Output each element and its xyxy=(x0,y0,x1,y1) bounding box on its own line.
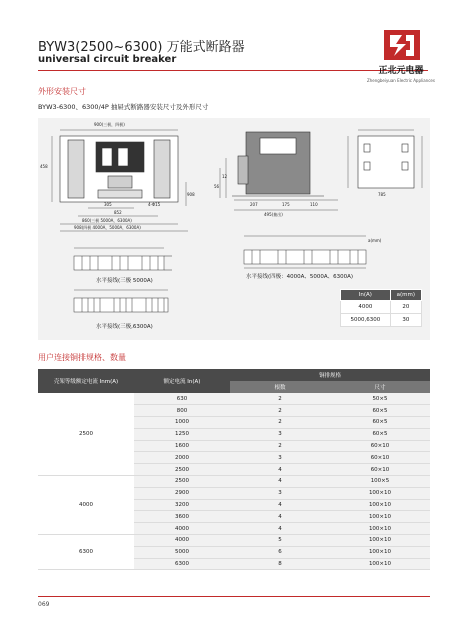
spec-count-cell: 4 xyxy=(230,476,330,488)
spec-inm-cell: 6300 xyxy=(38,535,134,570)
spec-in-cell: 2500 xyxy=(134,464,230,476)
spec-count-cell: 2 xyxy=(230,393,330,405)
table-row xyxy=(38,476,430,488)
spec-in-cell: 2500 xyxy=(134,476,230,488)
current-spacing-header-a: a(mm) xyxy=(390,290,421,301)
side-dim-207: 207 xyxy=(250,202,258,207)
current-spacing-a: 30 xyxy=(390,314,421,327)
copper-spec-table xyxy=(38,369,430,570)
spec-in-cell: 2000 xyxy=(134,452,230,464)
spec-size-cell: 60×5 xyxy=(330,428,430,440)
bus-dim-a: a(mm) xyxy=(368,238,382,243)
spec-in-cell: 3600 xyxy=(134,511,230,523)
spec-count-cell: 3 xyxy=(230,487,330,499)
spec-count-cell: 4 xyxy=(230,511,330,523)
logo-text-en: Zhengbeiyuan Electric Appliances xyxy=(367,78,435,83)
spec-in-cell: 800 xyxy=(134,405,230,417)
front-height-label: 458 xyxy=(40,164,48,169)
current-spacing-in: 4000 xyxy=(341,301,391,314)
spec-size-cell: 50×5 xyxy=(330,393,430,405)
section-title-dimensions: 外形安装尺寸 xyxy=(38,87,86,96)
spec-count-cell: 3 xyxy=(230,452,330,464)
spec-count-cell: 8 xyxy=(230,558,330,570)
page-number: 069 xyxy=(38,601,50,608)
bus-caption-3p-5000: 水平接线(三极 5000A) xyxy=(96,278,153,284)
front-width-3p: 860(三极 5000A，6300A) xyxy=(82,218,132,223)
spec-in-cell: 1000 xyxy=(134,417,230,429)
bus-view-3p-5000 xyxy=(74,248,172,270)
current-spacing-header-in: In(A) xyxy=(341,290,391,301)
current-spacing-in: 5000,6300 xyxy=(341,314,391,327)
side-dim-110: 110 xyxy=(310,202,318,207)
current-spacing-row xyxy=(341,314,422,327)
spec-header-size: 尺寸 xyxy=(330,381,430,393)
right-view xyxy=(348,130,422,188)
company-logo xyxy=(364,28,434,94)
front-dim-908: 908 xyxy=(187,192,195,197)
front-width-4p: 908(四极 4000A，5000A，6300A) xyxy=(74,225,141,230)
spec-size-cell: 60×10 xyxy=(330,452,430,464)
current-spacing-a: 20 xyxy=(390,301,421,314)
spec-count-cell: 2 xyxy=(230,417,330,429)
spec-in-cell: 3200 xyxy=(134,499,230,511)
spec-size-cell: 100×10 xyxy=(330,535,430,547)
spec-inm-cell: 4000 xyxy=(38,476,134,535)
spec-in-cell: 2900 xyxy=(134,487,230,499)
section-title-copper: 用户连接铜排规格、数量 xyxy=(38,353,126,362)
spec-header-group: 铜排规格 xyxy=(230,369,430,381)
spec-size-cell: 100×10 xyxy=(330,499,430,511)
bus-caption-3p-6300: 水平接线(三极,6300A) xyxy=(96,324,153,330)
spec-size-cell: 60×10 xyxy=(330,464,430,476)
front-view xyxy=(52,130,188,231)
side-dim-175: 175 xyxy=(282,202,290,207)
spec-header-row xyxy=(38,369,430,381)
side-view xyxy=(220,132,338,210)
right-dim-785: 785 xyxy=(378,192,386,197)
spec-in-cell: 4000 xyxy=(134,535,230,547)
table-row xyxy=(38,393,430,405)
spec-count-cell: 5 xyxy=(230,535,330,547)
side-dim-12: 12 xyxy=(222,174,228,179)
current-spacing-header xyxy=(341,290,422,301)
spec-count-cell: 4 xyxy=(230,499,330,511)
logo-text-cn: 正北元电器 xyxy=(378,66,424,76)
spec-size-cell: 100×10 xyxy=(330,487,430,499)
bus-view-4p xyxy=(244,236,366,268)
footer-divider xyxy=(38,596,430,597)
page-subtitle: universal circuit breaker xyxy=(38,54,177,65)
logo-mark-icon xyxy=(384,30,420,60)
section-description: BYW3-6300、6300/4P 抽屉式断路器安装尺寸及外形尺寸 xyxy=(38,103,209,111)
spec-count-cell: 4 xyxy=(230,464,330,476)
spec-size-cell: 60×5 xyxy=(330,405,430,417)
spec-in-cell: 1600 xyxy=(134,440,230,452)
spec-count-cell: 2 xyxy=(230,440,330,452)
spec-header-count: 根数 xyxy=(230,381,330,393)
spec-size-cell: 100×5 xyxy=(330,476,430,488)
spec-header-inm: 壳架等级额定电流 Inm(A) xyxy=(38,369,134,393)
spec-in-cell: 5000 xyxy=(134,546,230,558)
spec-size-cell: 100×10 xyxy=(330,558,430,570)
current-spacing-table xyxy=(340,289,422,327)
bus-view-3p-6300 xyxy=(74,290,168,312)
front-width-label: 900(三极，四极) xyxy=(94,122,125,127)
side-dim-56: 56 xyxy=(214,184,220,189)
spec-size-cell: 60×10 xyxy=(330,440,430,452)
spec-in-cell: 6300 xyxy=(134,558,230,570)
spec-size-cell: 100×10 xyxy=(330,523,430,535)
spec-size-cell: 100×10 xyxy=(330,546,430,558)
front-dim-305: 305 xyxy=(104,202,112,207)
side-dim-total: 495(抽出) xyxy=(264,212,283,217)
front-dim-hole: 4-Φ15 xyxy=(148,202,161,207)
spec-count-cell: 3 xyxy=(230,428,330,440)
bus-caption-4p: 水平接线(四极：4000A、5000A、6300A) xyxy=(246,274,354,280)
table-row xyxy=(38,535,430,547)
spec-size-cell: 100×10 xyxy=(330,511,430,523)
spec-in-cell: 4000 xyxy=(134,523,230,535)
spec-count-cell: 6 xyxy=(230,546,330,558)
front-dim-852: 852 xyxy=(114,210,122,215)
current-spacing-row xyxy=(341,301,422,314)
spec-count-cell: 2 xyxy=(230,405,330,417)
spec-size-cell: 60×5 xyxy=(330,417,430,429)
spec-header-in: 额定电流 In(A) xyxy=(134,369,230,393)
spec-inm-cell: 2500 xyxy=(38,393,134,476)
spec-in-cell: 1250 xyxy=(134,428,230,440)
spec-in-cell: 630 xyxy=(134,393,230,405)
page-title: BYW3(2500~6300) 万能式断路器 xyxy=(38,40,245,55)
spec-count-cell: 4 xyxy=(230,523,330,535)
